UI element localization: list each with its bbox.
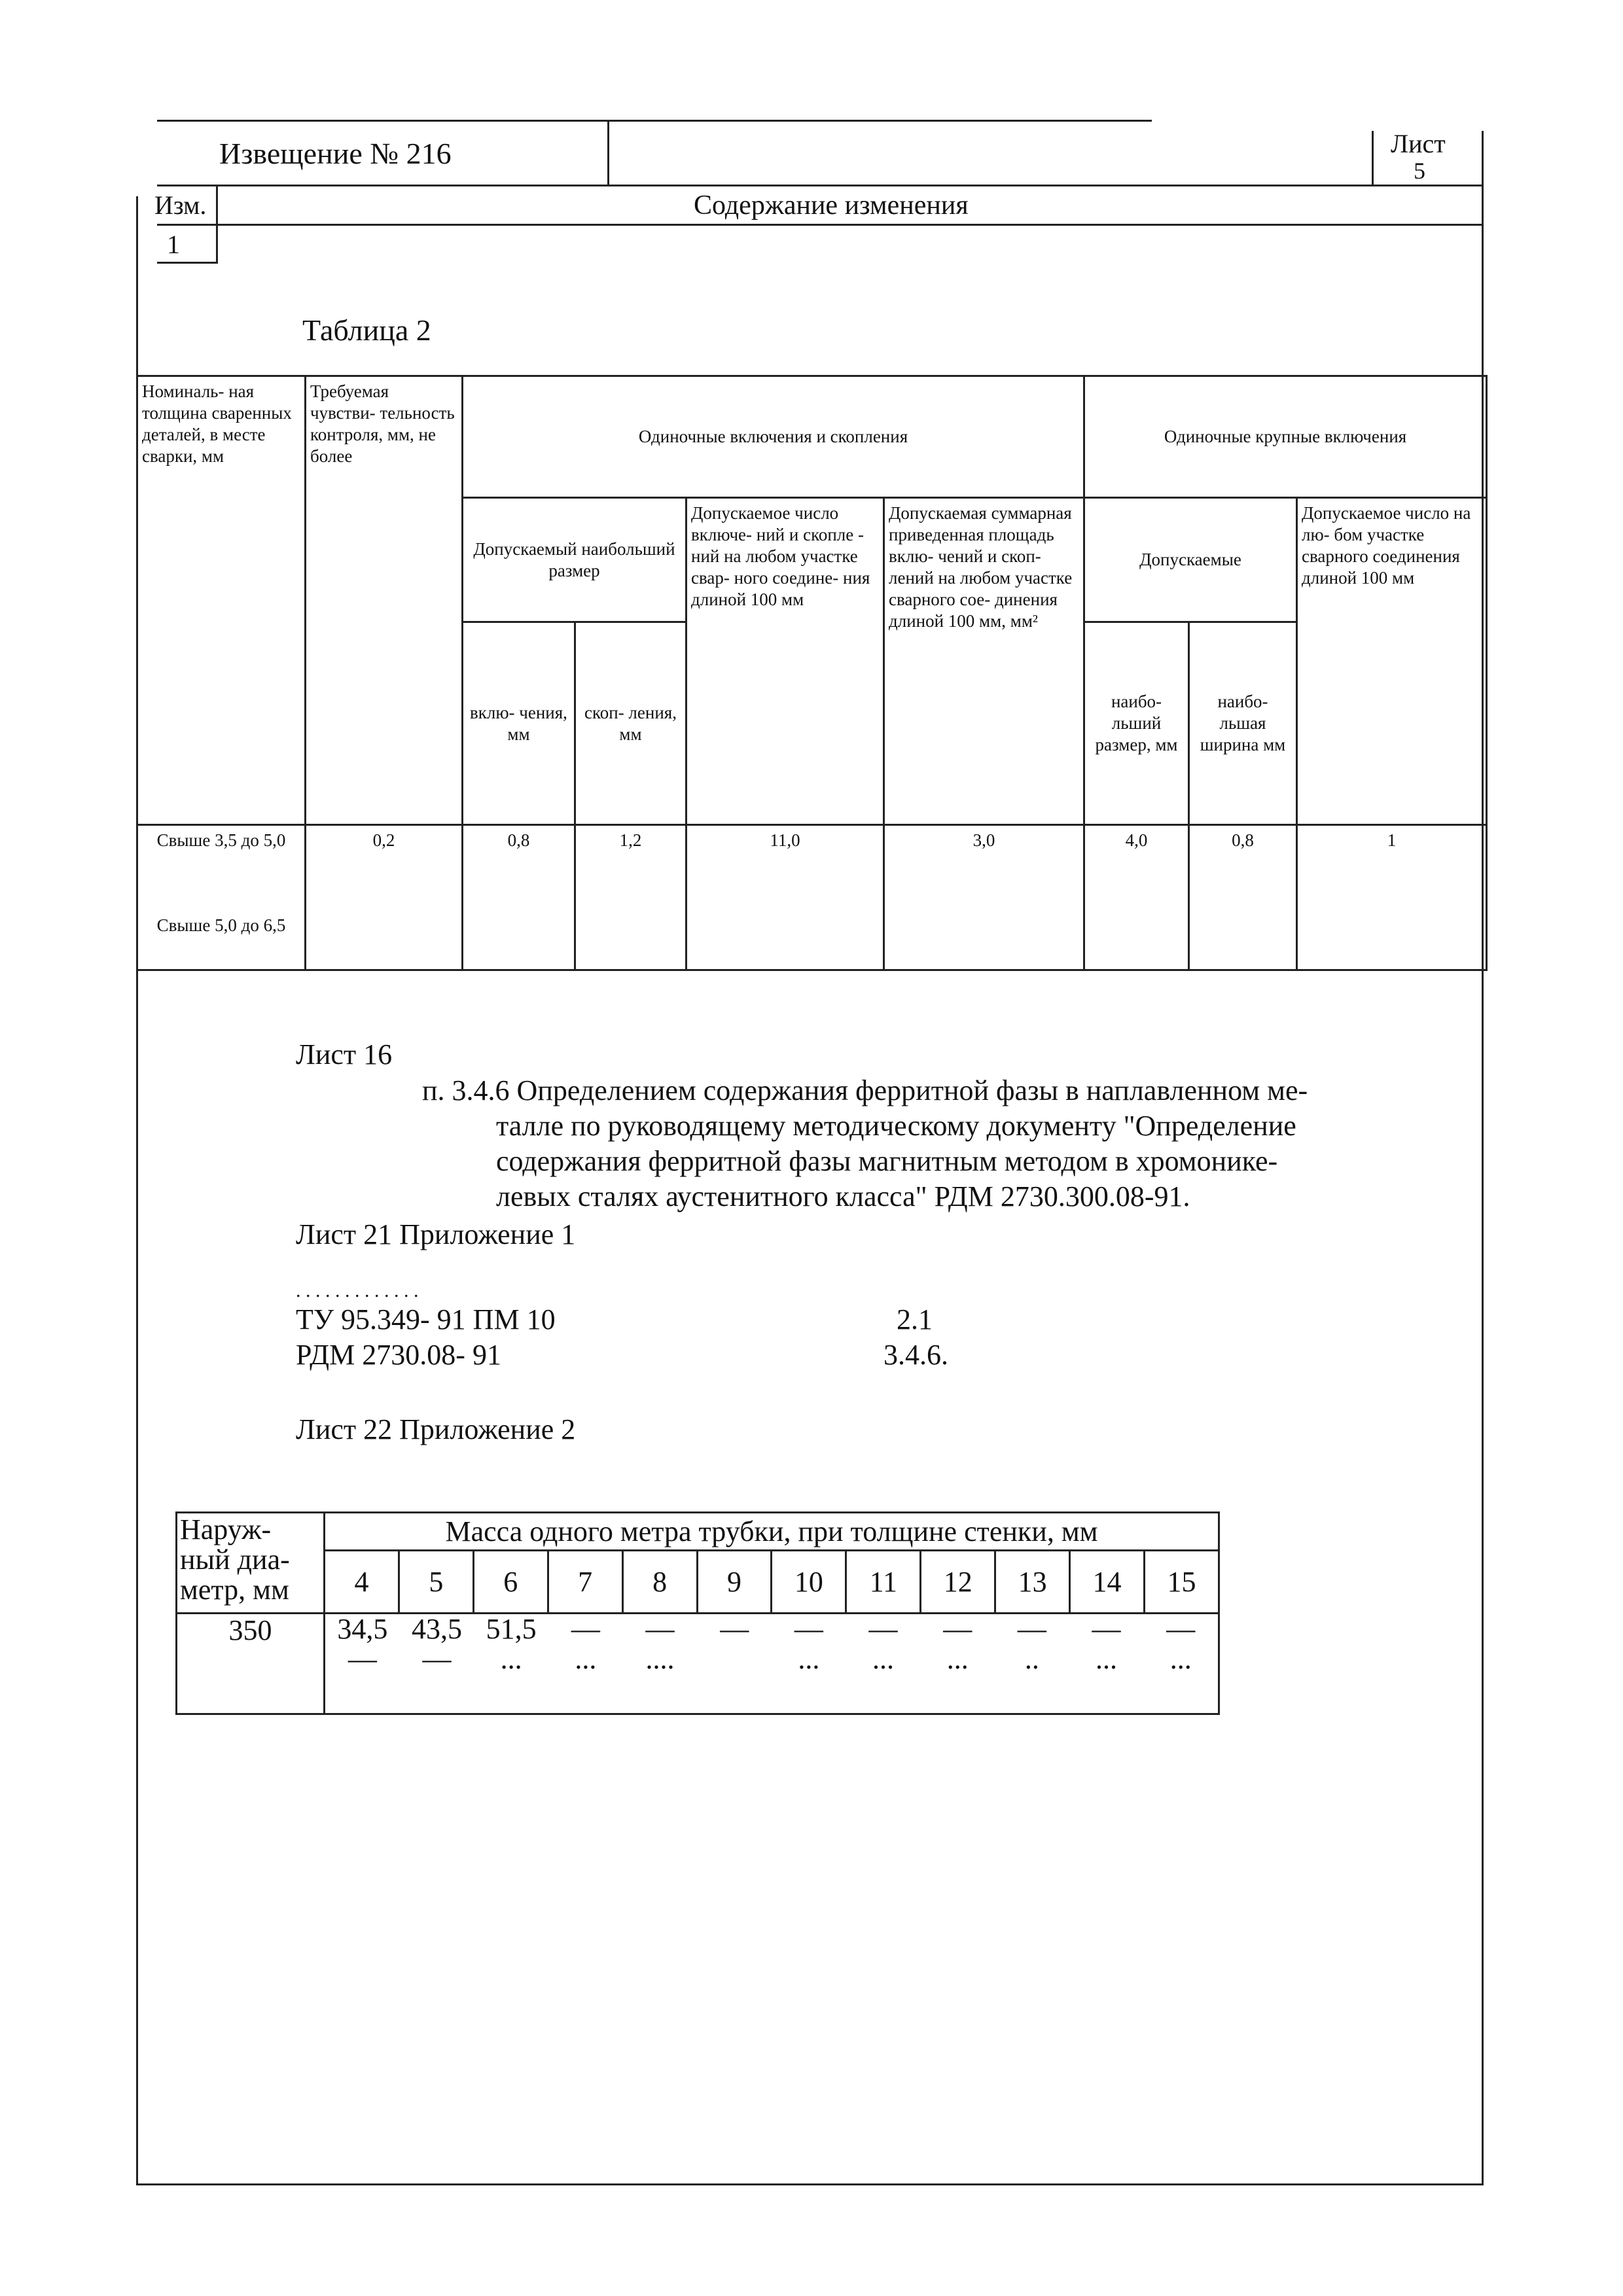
mass-value: ... (1169, 1643, 1192, 1675)
mass-value: ... (1096, 1643, 1118, 1675)
mass-value: ... (798, 1643, 820, 1675)
table2-title: Таблица 2 (302, 313, 431, 347)
mass-value: 34,5 (337, 1613, 388, 1645)
diameter-cell: 350 (177, 1614, 325, 1714)
wall-cell: 9 (697, 1551, 772, 1614)
mass-value: — (348, 1643, 377, 1675)
wall-cell: 6 (473, 1551, 548, 1614)
mass-value: ... (575, 1643, 597, 1675)
wall-cell: 10 (772, 1551, 846, 1614)
sub-count: Допускаемое число включе- ний и скопле - ний на любом участке свар- ного соедине- ния длиной 100 мм (687, 498, 884, 825)
mass-value: — (1092, 1613, 1121, 1645)
value-cell: 0,2 (306, 825, 463, 970)
sheet-number: 5 (1414, 158, 1425, 184)
mass-value: 51,5 (486, 1613, 537, 1645)
group-mass: Масса одного метра трубки, при толщине стенки, мм (325, 1513, 1219, 1551)
sheet22-heading: Лист 22 Приложение 2 (296, 1413, 576, 1445)
value-cell: 1,2 (575, 825, 687, 970)
mass-value: .... (645, 1643, 675, 1675)
header-thickness: Номиналь- ная толщина сваренных деталей, в месте сварки, мм (137, 376, 306, 825)
sub-count-large: Допускаемое число на лю- бом участке сварного соединения длиной 100 мм (1297, 498, 1487, 825)
thickness-range-1: Свыше 3,5 до 5,0 (156, 830, 286, 850)
wall-cell: 7 (548, 1551, 622, 1614)
sub-max-size: Допускаемый наибольший размер (463, 498, 687, 622)
header-max-size: наибо- льший размер, мм (1084, 622, 1189, 825)
value-cell: 4,0 (1084, 825, 1189, 970)
header-sensitivity: Требуемая чувстви- тельность контроля, мм, не более (306, 376, 463, 825)
frame-top-line (157, 120, 1152, 122)
header-divider-1 (607, 122, 609, 185)
mass-value: — (645, 1613, 675, 1645)
rev-row-bottom-line (157, 224, 1483, 226)
header-diameter: Наруж- ный диа- метр, мм (177, 1513, 325, 1614)
value-cell: 11,0 (687, 825, 884, 970)
table-2 (136, 375, 1488, 971)
header-clusters: скоп- ления, мм (575, 622, 687, 825)
mass-value: — (720, 1613, 749, 1645)
mass-value: — (1166, 1613, 1196, 1645)
mass-value: — (422, 1643, 452, 1675)
clause-line-3: содержания ферритной фазы магнитным методом в хромонике- (496, 1145, 1278, 1177)
thickness-ranges (137, 825, 306, 970)
mass-value: — (868, 1613, 898, 1645)
sheet16-heading: Лист 16 (296, 1038, 393, 1070)
thickness-range-2: Свыше 5,0 до 6,5 (156, 915, 286, 935)
wall-cell: 15 (1144, 1551, 1219, 1614)
rev-number-underline (157, 262, 217, 264)
mass-row-2 (325, 1644, 1218, 1674)
value-cell: 0,8 (1189, 825, 1297, 970)
mass-value: — (1017, 1613, 1046, 1645)
sheet-label: Лист (1391, 129, 1446, 158)
content-heading: Содержание изменения (694, 190, 969, 221)
reference-doc-2: РДМ 2730.08- 91 (296, 1339, 501, 1371)
table-row (177, 1614, 1219, 1714)
sheet21-heading: Лист 21 Приложение 1 (296, 1218, 576, 1250)
mass-row-1 (325, 1614, 1218, 1644)
wall-cell: 11 (846, 1551, 921, 1614)
wall-cell: 13 (995, 1551, 1070, 1614)
mass-value: — (571, 1613, 600, 1645)
header-bottom-line (157, 185, 1483, 186)
wall-cell: 5 (399, 1551, 473, 1614)
frame-bottom-line (136, 2183, 1484, 2185)
wall-thickness-row (177, 1551, 1219, 1614)
value-cell: 0,8 (463, 825, 575, 970)
mass-value: — (943, 1613, 972, 1645)
notice-number: Извещение № 216 (219, 137, 452, 170)
header-max-width: наибо- льшая ширина мм (1189, 622, 1297, 825)
clause-line-4: левых сталях аустенитного класса" РДМ 2730.300.08-91. (496, 1180, 1190, 1212)
table-row (137, 825, 1487, 970)
reference-clause-2: 3.4.6. (883, 1339, 948, 1371)
rev-label: Изм. (154, 190, 207, 220)
value-cell: 1 (1297, 825, 1487, 970)
mass-value: ... (500, 1643, 522, 1675)
group-single-inclusions: Одиночные включения и скопления (463, 376, 1084, 498)
rev-col-divider (216, 186, 218, 264)
reference-clause-1: 2.1 (897, 1303, 933, 1335)
mass-value: ... (946, 1643, 969, 1675)
rev-number: 1 (167, 230, 180, 259)
clause-line-1: п. 3.4.6 Определением содержания ферритной фазы в наплавленном ме- (422, 1074, 1308, 1106)
mass-value: — (794, 1613, 823, 1645)
reference-doc-1: ТУ 95.349- 91 ПМ 10 (296, 1303, 556, 1335)
wall-cell: 8 (622, 1551, 697, 1614)
group-large-inclusions: Одиночные крупные включения (1084, 376, 1487, 498)
wall-cell: 14 (1070, 1551, 1145, 1614)
wall-cell: 4 (325, 1551, 399, 1614)
clause-line-2: талле по руководящему методическому документу "Определение (496, 1110, 1296, 1142)
mass-value (697, 1644, 772, 1674)
sub-allowed: Допускаемые (1084, 498, 1297, 622)
mass-values-cell (325, 1614, 1219, 1714)
header-inclusions: вклю- чения, мм (463, 622, 575, 825)
mass-value: .. (1024, 1643, 1039, 1675)
sub-area: Допускаемая суммарная приведенная площадь вклю- чений и скоп- лений на любом участке сварного сое- динения длиной 100 мм, мм² (884, 498, 1084, 825)
ellipsis-line: . . . . . . . . . . . . . (296, 1280, 419, 1301)
pipe-mass-table (175, 1511, 1220, 1715)
mass-value: ... (872, 1643, 895, 1675)
mass-value: 43,5 (412, 1613, 462, 1645)
value-cell: 3,0 (884, 825, 1084, 970)
header-divider-2 (1372, 131, 1374, 185)
wall-cell: 12 (921, 1551, 995, 1614)
